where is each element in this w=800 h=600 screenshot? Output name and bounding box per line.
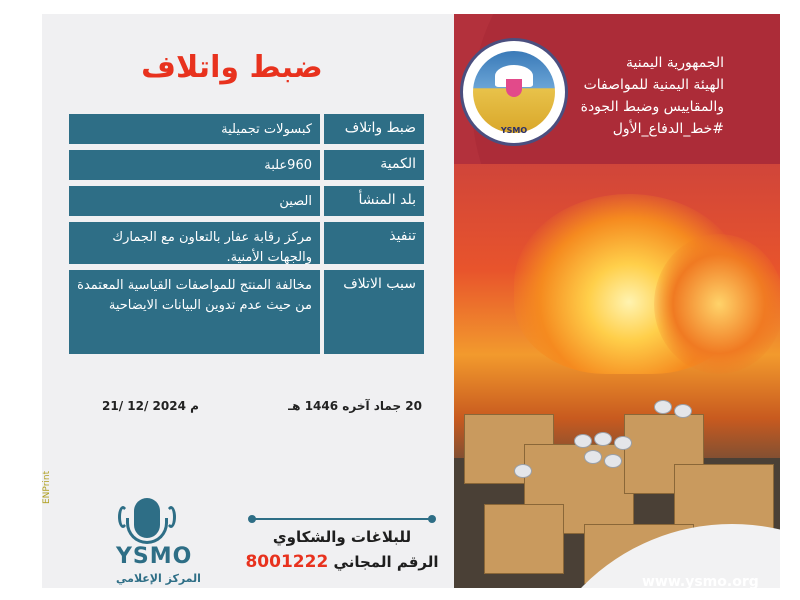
side-brand: ENPrint	[42, 470, 52, 504]
row-label: سبب الاتلاف	[324, 270, 424, 354]
free-number-line	[242, 552, 442, 572]
complaints-label: للبلاغات والشكاوي	[272, 528, 412, 546]
wave-right-icon	[166, 506, 176, 528]
media-brand: YSMO	[116, 544, 193, 569]
divider	[248, 514, 436, 524]
org-line-3: والمقاييس وضبط الجودة	[580, 99, 724, 115]
free-number[interactable]: 8001222	[245, 552, 329, 572]
table-row	[69, 222, 424, 264]
contact-block	[242, 514, 442, 572]
row-label: ضبط واتلاف	[324, 114, 424, 144]
row-label: تنفيذ	[324, 222, 424, 264]
table-row	[69, 270, 424, 354]
org-line-2: الهيئة اليمنية للمواصفات	[583, 77, 724, 93]
row-label: الكمية	[324, 150, 424, 180]
row-value: مخالفة المنتج للمواصفات القياسية المعتمدة من حيث عدم تدوين البيانات الايضاحية	[69, 270, 320, 354]
table-row	[69, 150, 424, 180]
row-value: الصين	[69, 186, 320, 216]
table-row	[69, 186, 424, 216]
org-hashtag: #خط_الدفاع_الأول	[612, 121, 724, 137]
row-label: بلد المنشأ	[324, 186, 424, 216]
media-center-logo	[108, 492, 218, 588]
poster-canvas	[42, 14, 780, 588]
table-row	[69, 114, 424, 144]
info-table	[69, 114, 424, 360]
row-value: 960علبة	[69, 150, 320, 180]
row-value: مركز رقابة عفار بالتعاون مع الجمارك والجهات الأمنية.	[69, 222, 320, 264]
logo-text: YSMO	[500, 126, 528, 135]
media-sub: المركز الإعلامي	[116, 572, 201, 585]
org-line-1: الجمهورية اليمنية	[625, 55, 724, 71]
hijri-date: 20 جماد آخره 1446 هـ	[288, 399, 422, 413]
dates	[102, 399, 422, 413]
website-link[interactable]: www.ysmo.org	[642, 574, 759, 588]
ysmo-emblem-icon	[460, 38, 568, 146]
gregorian-date: 21/ 12/ 2024 م	[102, 399, 199, 413]
row-value: كبسولات تجميلية	[69, 114, 320, 144]
free-number-label: الرقم المجاني	[333, 553, 439, 571]
page-title: ضبط واتلاف	[141, 50, 323, 85]
